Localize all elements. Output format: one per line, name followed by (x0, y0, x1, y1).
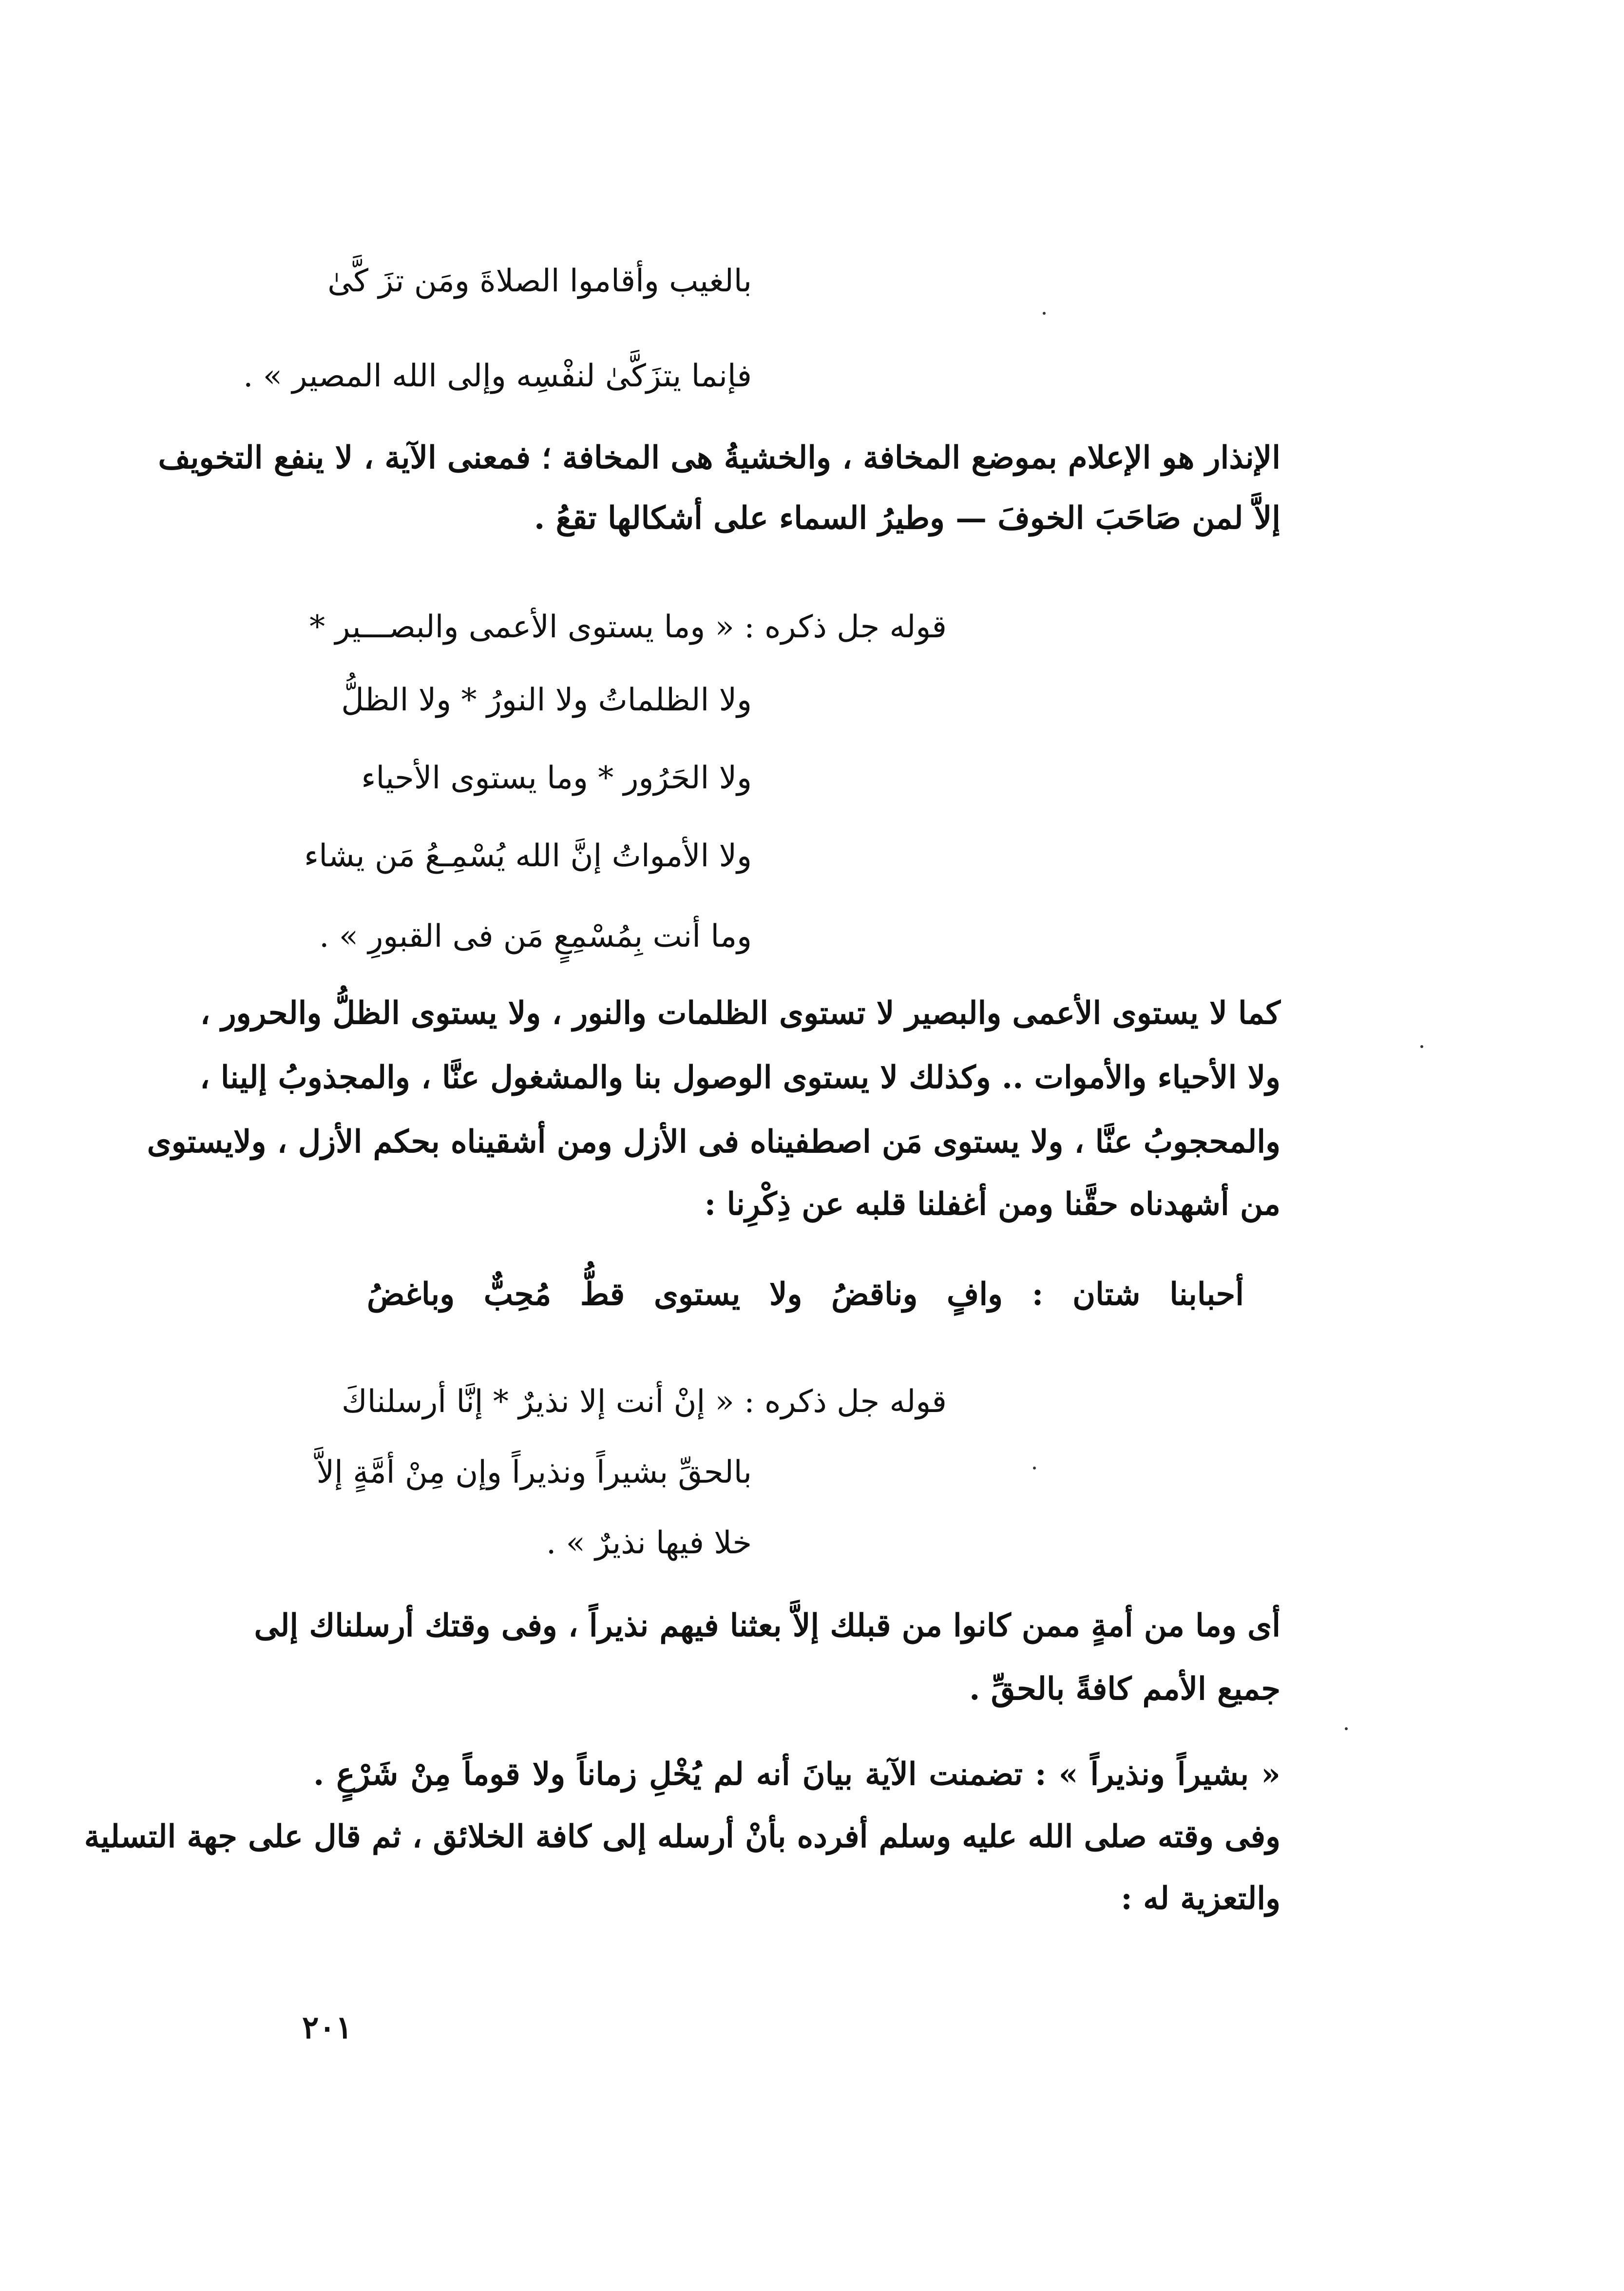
quran-quote-line: قوله جل ذكره : « إنْ أنت إلا نذيرٌ * إنَّا أرسلناكَ (342, 1384, 947, 1420)
quran-quote-line: ولا الأمواتُ إنَّ الله يُسْمِـعُ مَن يشاء (304, 838, 752, 874)
commentary-line: من أشهدناه حقَّنا ومن أغفلنا قلبه عن ذِكْرِنا : (704, 1186, 1280, 1222)
commentary-line: الإنذار هو الإعلام بموضع المخافة ، والخشيةُ هى المخافة ؛ فمعنى الآية ، لا ينفع التخويف (158, 439, 1280, 476)
commentary-line: جميع الأمم كافةً بالحقِّ . (969, 1671, 1280, 1707)
quran-quote-line: ولا الحَرُور * وما يستوى الأحياء (361, 760, 752, 796)
scan-speck (1033, 1467, 1036, 1470)
quran-quote-line: قوله جل ذكره : « وما يستوى الأعمى والبصـــير * (309, 609, 947, 645)
quran-quote-line: بالحقِّ بشيراً ونذيراً وإن مِنْ أمَّةٍ إلاَّ (316, 1454, 752, 1490)
commentary-line: أى وما من أمةٍ ممن كانوا من قبلك إلاَّ بعثنا فيهم نذيراً ، وفى وقتك أرسلناك إلى (254, 1607, 1280, 1644)
quran-quote-line: خلا فيها نذيرٌ » . (546, 1525, 752, 1561)
commentary-line: وفى وقته صلى الله عليه وسلم أفرده بأنْ أرسله إلى كافة الخلائق ، ثم قال على جهة التسلية (84, 1818, 1280, 1855)
scan-speck (1043, 312, 1046, 315)
commentary-line: « بشيراً ونذيراً » : تضمنت الآية بيانَ أنه لم يُخْلِ زماناً ولا قوماً مِنْ شَرْعٍ . (313, 1756, 1280, 1793)
quran-quote-line: وما أنت بِمُسْمِعٍ مَن فى القبورِ » . (319, 918, 752, 955)
page-number: ٢٠١ (302, 2009, 353, 2046)
commentary-line: كما لا يستوى الأعمى والبصير لا تستوى الظلمات والنور ، ولا يستوى الظلُّ والحرور ، (200, 995, 1280, 1031)
commentary-line: إلاَّ لمن صَاحَبَ الخوفَ — وطيرُ السماء على أشكالها تقعُ . (534, 500, 1280, 536)
commentary-line: ولا الأحياء والأموات .. وكذلك لا يستوى الوصول بنا والمشغول عنَّا ، والمجذوبُ إلينا ، (199, 1059, 1280, 1096)
poem-line: أحبابنا شتان : وافٍ وناقضُ ولا يستوى قطُّ مُحِبٌّ وباغضُ (367, 1276, 1244, 1313)
verse-line: فإنما يتزَكَّىٰ لنفْسِه وإلى الله المصير » . (243, 358, 752, 394)
scan-speck (1420, 1045, 1423, 1048)
quran-quote-line: ولا الظلماتُ ولا النورُ * ولا الظلُّ (341, 682, 752, 718)
commentary-line: والتعزية له : (1121, 1880, 1280, 1917)
commentary-line: والمحجوبُ عنَّا ، ولا يستوى مَن اصطفيناه فى الأزل ومن أشقيناه بحكم الأزل ، ولايستوى (147, 1124, 1280, 1160)
scan-speck (1345, 1727, 1348, 1730)
verse-line: بالغيب وأقاموا الصلاةَ ومَن تزَ كَّىٰ (327, 263, 752, 299)
